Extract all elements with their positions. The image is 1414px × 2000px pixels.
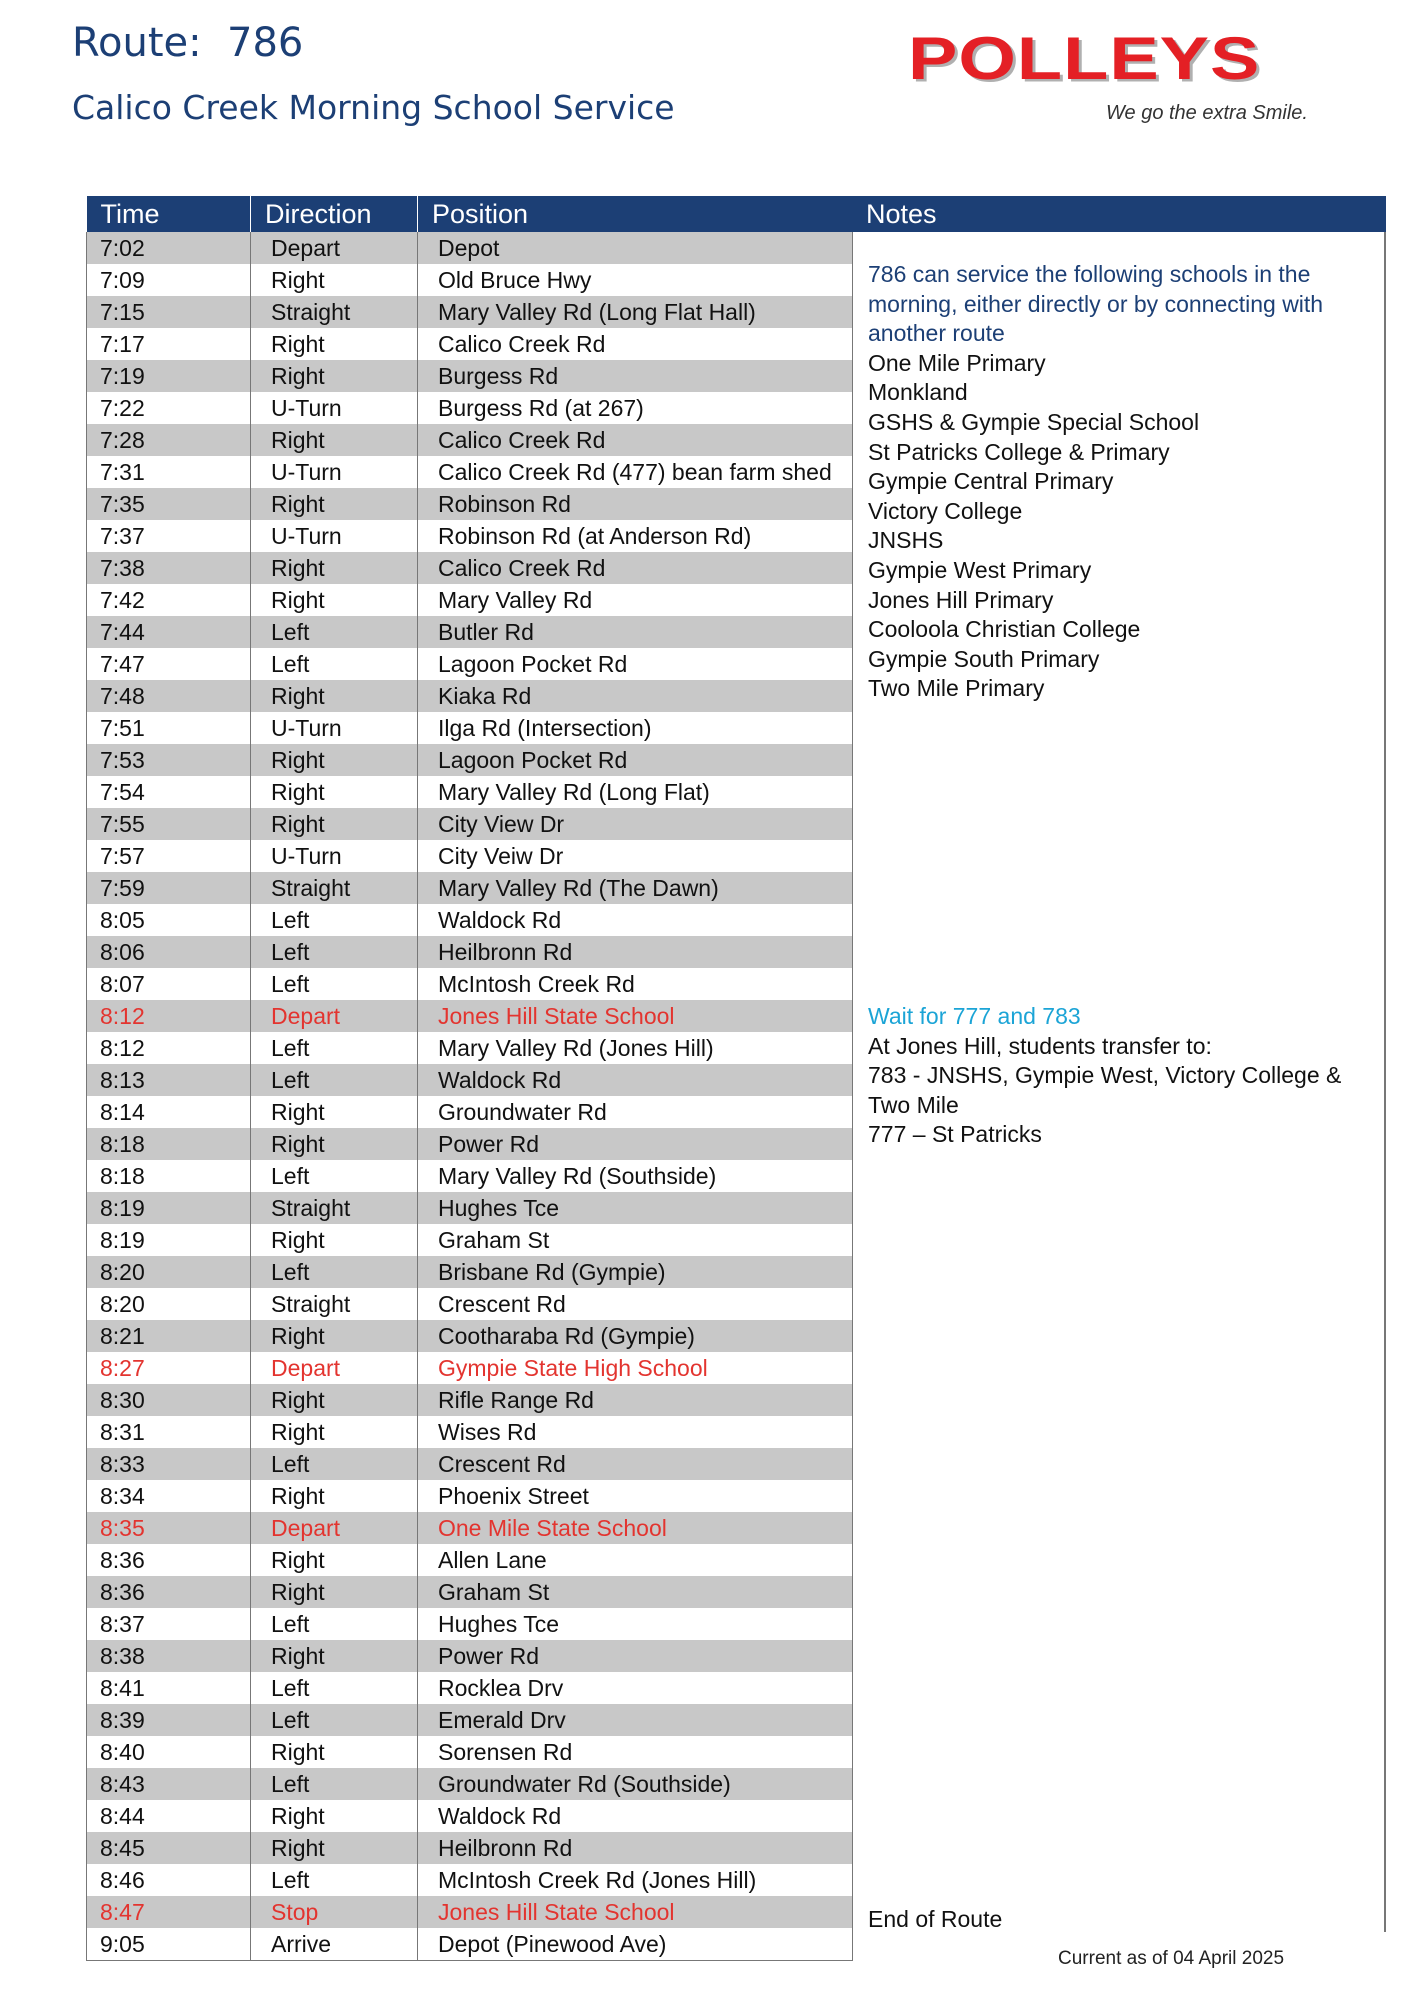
- cell-position: Sorensen Rd: [418, 1736, 853, 1768]
- schedule-row: [87, 360, 853, 392]
- cell-direction: Right: [251, 1544, 418, 1576]
- cell-position: Lagoon Pocket Rd: [418, 744, 853, 776]
- cell-direction: Right: [251, 584, 418, 616]
- cell-direction: Right: [251, 1224, 418, 1256]
- cell-time: 7:47: [87, 648, 251, 680]
- transfer-line: At Jones Hill, students transfer to:: [868, 1032, 1212, 1059]
- current-as-of: Current as of 04 April 2025: [1058, 1948, 1285, 1969]
- cell-time: 7:59: [87, 872, 251, 904]
- school-list-item: Monkland: [868, 379, 968, 406]
- cell-direction: Right: [251, 1128, 418, 1160]
- cell-direction: Right: [251, 1640, 418, 1672]
- cell-position: Burgess Rd: [418, 360, 853, 392]
- school-list-item: Jones Hill Primary: [868, 586, 1054, 613]
- cell-direction: Right: [251, 776, 418, 808]
- cell-time: 8:06: [87, 936, 251, 968]
- school-list-item: Gympie Central Primary: [868, 468, 1114, 495]
- schedule-row: [87, 904, 853, 936]
- cell-position: One Mile State School: [418, 1512, 853, 1544]
- cell-position: Crescent Rd: [418, 1448, 853, 1480]
- schedule-row: [87, 552, 853, 584]
- schedule-row: [87, 1192, 853, 1224]
- schedule-row: [87, 584, 853, 616]
- cell-position: Power Rd: [418, 1640, 853, 1672]
- transfer-list: [868, 1032, 1368, 1150]
- schedule-row: [87, 1096, 853, 1128]
- cell-position: Old Bruce Hwy: [418, 264, 853, 296]
- polleys-logo: [908, 23, 1363, 138]
- schedule-row: [87, 648, 853, 680]
- cell-time: 7:42: [87, 584, 251, 616]
- transfer-line: 783 - JNSHS, Gympie West, Victory College & Two Mile: [868, 1062, 1342, 1118]
- cell-position: Burgess Rd (at 267): [418, 392, 853, 424]
- cell-direction: U-Turn: [251, 392, 418, 424]
- school-list-item: Victory College: [868, 497, 1023, 524]
- cell-position: Groundwater Rd: [418, 1096, 853, 1128]
- notes-transfer-block: [868, 1002, 1368, 1150]
- cell-direction: Right: [251, 424, 418, 456]
- cell-direction: U-Turn: [251, 456, 418, 488]
- cell-time: 7:02: [87, 232, 251, 264]
- cell-position: Hughes Tce: [418, 1608, 853, 1640]
- cell-time: 8:05: [87, 904, 251, 936]
- schedule-row: [87, 1288, 853, 1320]
- logo-tagline: We go the extra Smile.: [1106, 102, 1308, 124]
- schedule-row: [87, 1864, 853, 1896]
- schedule-row: [87, 1032, 853, 1064]
- schedule-row: [87, 1416, 853, 1448]
- route-subtitle: Calico Creek Morning School Service: [72, 88, 675, 127]
- cell-direction: Right: [251, 1736, 418, 1768]
- column-header-direction: Direction: [251, 196, 418, 232]
- cell-direction: Left: [251, 968, 418, 1000]
- cell-position: Waldock Rd: [418, 904, 853, 936]
- cell-direction: U-Turn: [251, 520, 418, 552]
- schedule-row: [87, 392, 853, 424]
- schedule-body: [87, 232, 853, 1961]
- cell-position: Power Rd: [418, 1128, 853, 1160]
- schedule-row: [87, 1320, 853, 1352]
- school-list-item: Two Mile Primary: [868, 675, 1045, 702]
- schedule-row: [87, 424, 853, 456]
- cell-time: 8:21: [87, 1320, 251, 1352]
- cell-time: 7:15: [87, 296, 251, 328]
- schedule-row: [87, 1480, 853, 1512]
- cell-position: Heilbronn Rd: [418, 1832, 853, 1864]
- cell-position: Lagoon Pocket Rd: [418, 648, 853, 680]
- cell-position: Robinson Rd (at Anderson Rd): [418, 520, 853, 552]
- schedule-row: [87, 1256, 853, 1288]
- schedule-row: [87, 840, 853, 872]
- route-title: Route: 786: [72, 20, 304, 66]
- cell-position: Gympie State High School: [418, 1352, 853, 1384]
- cell-position: Wises Rd: [418, 1416, 853, 1448]
- cell-time: 8:41: [87, 1672, 251, 1704]
- cell-time: 7:31: [87, 456, 251, 488]
- cell-direction: Straight: [251, 1288, 418, 1320]
- cell-time: 7:09: [87, 264, 251, 296]
- cell-time: 8:13: [87, 1064, 251, 1096]
- cell-direction: Stop: [251, 1896, 418, 1928]
- cell-time: 7:54: [87, 776, 251, 808]
- school-list-item: GSHS & Gympie Special School: [868, 408, 1200, 435]
- cell-time: 7:38: [87, 552, 251, 584]
- cell-direction: Left: [251, 1256, 418, 1288]
- notes-wait: Wait for 777 and 783: [868, 1003, 1081, 1029]
- cell-time: 8:19: [87, 1224, 251, 1256]
- cell-time: 8:36: [87, 1576, 251, 1608]
- cell-position: Robinson Rd: [418, 488, 853, 520]
- cell-direction: Straight: [251, 296, 418, 328]
- schedule-row: [87, 1704, 853, 1736]
- schedule-row: [87, 744, 853, 776]
- cell-direction: Straight: [251, 1192, 418, 1224]
- cell-position: Hughes Tce: [418, 1192, 853, 1224]
- cell-direction: Left: [251, 904, 418, 936]
- schedule-row: [87, 1512, 853, 1544]
- cell-direction: Right: [251, 360, 418, 392]
- cell-time: 8:27: [87, 1352, 251, 1384]
- cell-time: 8:18: [87, 1160, 251, 1192]
- cell-direction: U-Turn: [251, 840, 418, 872]
- cell-position: Phoenix Street: [418, 1480, 853, 1512]
- cell-direction: Left: [251, 1448, 418, 1480]
- cell-direction: Left: [251, 648, 418, 680]
- cell-position: Brisbane Rd (Gympie): [418, 1256, 853, 1288]
- cell-position: Calico Creek Rd: [418, 552, 853, 584]
- cell-direction: Left: [251, 1768, 418, 1800]
- cell-time: 9:05: [87, 1928, 251, 1961]
- schedule-row: [87, 488, 853, 520]
- cell-position: Groundwater Rd (Southside): [418, 1768, 853, 1800]
- cell-position: Calico Creek Rd: [418, 328, 853, 360]
- cell-time: 8:20: [87, 1256, 251, 1288]
- cell-time: 7:19: [87, 360, 251, 392]
- cell-direction: Right: [251, 328, 418, 360]
- cell-time: 8:34: [87, 1480, 251, 1512]
- schedule-row: [87, 1640, 853, 1672]
- cell-direction: Left: [251, 1704, 418, 1736]
- cell-position: Mary Valley Rd (Long Flat Hall): [418, 296, 853, 328]
- school-list-item: Gympie West Primary: [868, 556, 1092, 583]
- cell-direction: Right: [251, 1800, 418, 1832]
- cell-position: Mary Valley Rd: [418, 584, 853, 616]
- schedule-row: [87, 776, 853, 808]
- cell-direction: Left: [251, 1672, 418, 1704]
- schedule-row: [87, 1832, 853, 1864]
- schedule-row: [87, 1672, 853, 1704]
- cell-position: Jones Hill State School: [418, 1000, 853, 1032]
- notes-intro: 786 can service the following schools in the morning, either directly or by connecting with another route: [868, 261, 1324, 347]
- cell-time: 8:14: [87, 1096, 251, 1128]
- schedule-row: [87, 1896, 853, 1928]
- cell-direction: Right: [251, 264, 418, 296]
- cell-time: 8:43: [87, 1768, 251, 1800]
- schedule-row: [87, 1928, 853, 1961]
- cell-time: 7:35: [87, 488, 251, 520]
- schedule-row: [87, 968, 853, 1000]
- cell-position: Butler Rd: [418, 616, 853, 648]
- cell-position: Graham St: [418, 1576, 853, 1608]
- cell-direction: Right: [251, 1576, 418, 1608]
- schedule-row: [87, 1224, 853, 1256]
- cell-time: 8:45: [87, 1832, 251, 1864]
- cell-direction: Depart: [251, 1512, 418, 1544]
- cell-time: 7:51: [87, 712, 251, 744]
- cell-time: 8:31: [87, 1416, 251, 1448]
- cell-direction: Right: [251, 680, 418, 712]
- cell-direction: Depart: [251, 1352, 418, 1384]
- cell-position: Graham St: [418, 1224, 853, 1256]
- cell-position: Rocklea Drv: [418, 1672, 853, 1704]
- cell-time: 8:38: [87, 1640, 251, 1672]
- cell-position: City Veiw Dr: [418, 840, 853, 872]
- schedule-row: [87, 1064, 853, 1096]
- cell-position: Mary Valley Rd (The Dawn): [418, 872, 853, 904]
- cell-time: 7:37: [87, 520, 251, 552]
- cell-time: 7:55: [87, 808, 251, 840]
- notes-end-of-route: End of Route: [868, 1906, 1003, 1932]
- cell-direction: Depart: [251, 232, 418, 264]
- cell-time: 8:12: [87, 1000, 251, 1032]
- cell-direction: Left: [251, 1032, 418, 1064]
- cell-position: Allen Lane: [418, 1544, 853, 1576]
- schedule-row: [87, 1384, 853, 1416]
- school-list-item: St Patricks College & Primary: [868, 438, 1170, 465]
- column-header-position: Position: [418, 196, 853, 232]
- cell-direction: Left: [251, 936, 418, 968]
- cell-direction: Left: [251, 1608, 418, 1640]
- schedule-row: [87, 1128, 853, 1160]
- cell-time: 8:36: [87, 1544, 251, 1576]
- cell-position: Rifle Range Rd: [418, 1384, 853, 1416]
- cell-position: Mary Valley Rd (Jones Hill): [418, 1032, 853, 1064]
- schedule-row: [87, 1768, 853, 1800]
- cell-position: Waldock Rd: [418, 1064, 853, 1096]
- schedule-row: [87, 872, 853, 904]
- cell-time: 8:20: [87, 1288, 251, 1320]
- cell-time: 7:57: [87, 840, 251, 872]
- cell-position: Mary Valley Rd (Southside): [418, 1160, 853, 1192]
- transfer-line: 777 – St Patricks: [868, 1121, 1042, 1148]
- cell-position: Kiaka Rd: [418, 680, 853, 712]
- cell-position: Ilga Rd (Intersection): [418, 712, 853, 744]
- column-header-time: Time: [87, 196, 251, 232]
- cell-time: 8:39: [87, 1704, 251, 1736]
- schedule-row: [87, 328, 853, 360]
- cell-time: 8:33: [87, 1448, 251, 1480]
- cell-time: 8:47: [87, 1896, 251, 1928]
- cell-direction: Right: [251, 1480, 418, 1512]
- schedule-row: [87, 1736, 853, 1768]
- cell-direction: Depart: [251, 1000, 418, 1032]
- schedule-row: [87, 296, 853, 328]
- cell-time: 8:30: [87, 1384, 251, 1416]
- school-list-item: One Mile Primary: [868, 349, 1046, 376]
- schedule-row: [87, 1448, 853, 1480]
- schedule-row: [87, 616, 853, 648]
- cell-direction: Right: [251, 488, 418, 520]
- cell-time: 8:40: [87, 1736, 251, 1768]
- schedule-row: [87, 808, 853, 840]
- cell-direction: Left: [251, 616, 418, 648]
- schedule-row: [87, 1000, 853, 1032]
- schedule-row: [87, 1160, 853, 1192]
- cell-direction: Arrive: [251, 1928, 418, 1961]
- cell-time: 8:07: [87, 968, 251, 1000]
- cell-time: 8:44: [87, 1800, 251, 1832]
- schedule-row: [87, 456, 853, 488]
- cell-direction: Left: [251, 1064, 418, 1096]
- schedule-row: [87, 712, 853, 744]
- cell-direction: Right: [251, 1832, 418, 1864]
- cell-time: 8:12: [87, 1032, 251, 1064]
- cell-position: Crescent Rd: [418, 1288, 853, 1320]
- schedule-row: [87, 264, 853, 296]
- schedule-row: [87, 520, 853, 552]
- cell-direction: Straight: [251, 872, 418, 904]
- cell-direction: Right: [251, 552, 418, 584]
- cell-time: 8:18: [87, 1128, 251, 1160]
- cell-direction: Right: [251, 1416, 418, 1448]
- school-list-item: Gympie South Primary: [868, 645, 1100, 672]
- cell-position: McIntosh Creek Rd: [418, 968, 853, 1000]
- notes-right-border: [1384, 232, 1386, 1932]
- schedule-row: [87, 1800, 853, 1832]
- cell-time: 7:22: [87, 392, 251, 424]
- school-list-item: Cooloola Christian College: [868, 616, 1141, 643]
- cell-position: McIntosh Creek Rd (Jones Hill): [418, 1864, 853, 1896]
- cell-position: Waldock Rd: [418, 1800, 853, 1832]
- cell-position: Emerald Drv: [418, 1704, 853, 1736]
- notes-schools-block: [868, 260, 1368, 704]
- logo-wordmark: POLLEYS: [908, 23, 1261, 92]
- cell-position: Calico Creek Rd (477) bean farm shed: [418, 456, 853, 488]
- cell-position: Cootharaba Rd (Gympie): [418, 1320, 853, 1352]
- schedule-table: [86, 196, 853, 1961]
- schedule-row: [87, 1608, 853, 1640]
- cell-direction: Right: [251, 1320, 418, 1352]
- cell-direction: Left: [251, 1160, 418, 1192]
- cell-direction: Right: [251, 1096, 418, 1128]
- schedule-row: [87, 680, 853, 712]
- cell-direction: U-Turn: [251, 712, 418, 744]
- cell-time: 7:28: [87, 424, 251, 456]
- cell-direction: Right: [251, 744, 418, 776]
- school-list: [868, 349, 1368, 704]
- schedule-row: [87, 936, 853, 968]
- cell-direction: Left: [251, 1864, 418, 1896]
- cell-time: 8:37: [87, 1608, 251, 1640]
- notes-header: Notes: [852, 196, 1386, 232]
- cell-time: 7:17: [87, 328, 251, 360]
- cell-time: 7:53: [87, 744, 251, 776]
- cell-position: Calico Creek Rd: [418, 424, 853, 456]
- cell-time: 7:48: [87, 680, 251, 712]
- cell-time: 7:44: [87, 616, 251, 648]
- cell-direction: Right: [251, 1384, 418, 1416]
- cell-position: Mary Valley Rd (Long Flat): [418, 776, 853, 808]
- cell-time: 8:19: [87, 1192, 251, 1224]
- schedule-row: [87, 1352, 853, 1384]
- schedule-row: [87, 232, 853, 264]
- cell-position: Depot (Pinewood Ave): [418, 1928, 853, 1961]
- cell-position: Heilbronn Rd: [418, 936, 853, 968]
- cell-time: 8:46: [87, 1864, 251, 1896]
- school-list-item: JNSHS: [868, 527, 944, 554]
- cell-position: Depot: [418, 232, 853, 264]
- schedule-row: [87, 1544, 853, 1576]
- cell-time: 8:35: [87, 1512, 251, 1544]
- cell-position: City View Dr: [418, 808, 853, 840]
- cell-direction: Right: [251, 808, 418, 840]
- schedule-header-row: [87, 196, 853, 232]
- cell-position: Jones Hill State School: [418, 1896, 853, 1928]
- schedule-row: [87, 1576, 853, 1608]
